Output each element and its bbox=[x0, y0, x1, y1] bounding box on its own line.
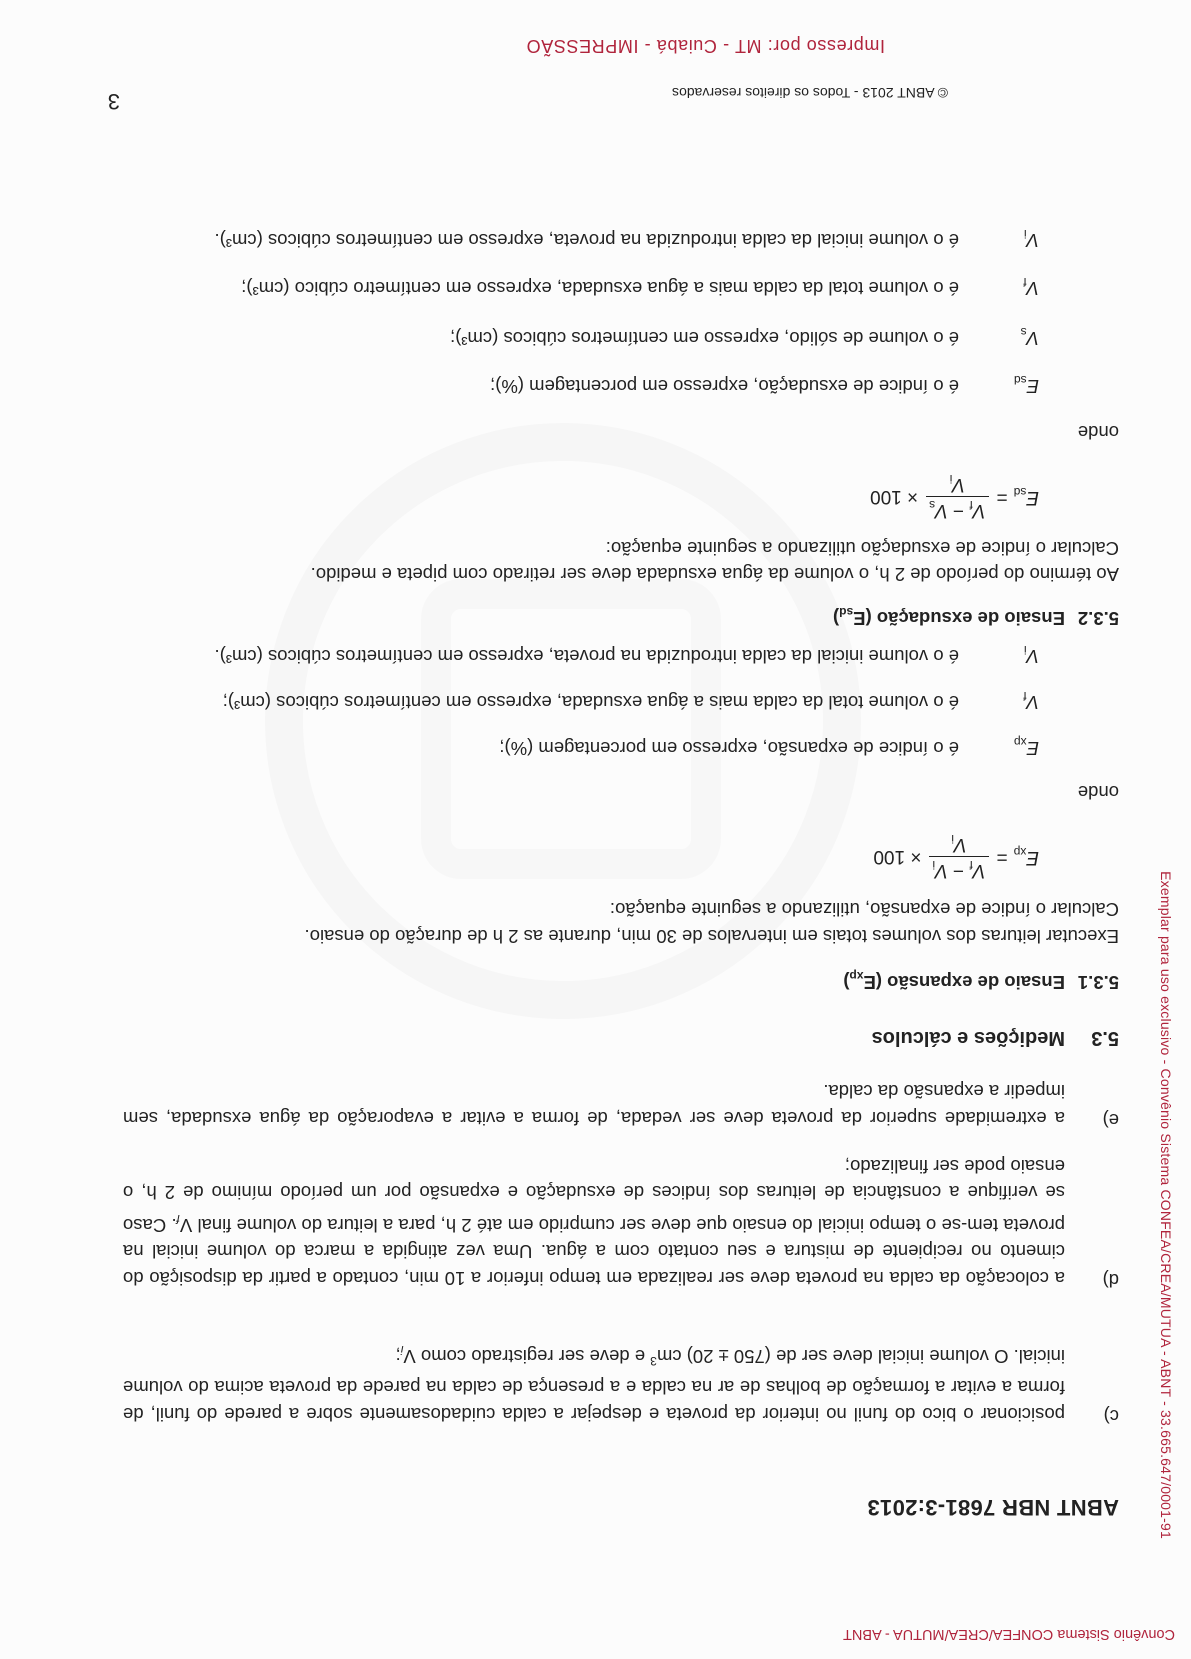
standard-id: ABNT NBR 7681-3:2013 bbox=[867, 1495, 1119, 1520]
list-item-d bbox=[123, 1153, 1119, 1292]
list-item-text: a extremidade superior da proveta deve ser vedada, de forma a evitar a evaporação da água exsudada, sem impedir a expansão da calda. bbox=[123, 1081, 1065, 1129]
definition-row: $E_{sd}$ é o índice de exsudação, expresso em porcentagem (%); bbox=[490, 373, 1039, 397]
list-item-text: posicionar o bico do funil no interior da proveta e despejar a calda cuidadosamente sobre a parede do funil, de forma a evitar a formação de bolhas de ar na calda e a presença de calda na parede da proveta acima do volume inicial. O volume inicial deve ser de (750 ± 20) $cm^3$ e deve ser registrado como $V_i$; bbox=[123, 1343, 1065, 1425]
paragraph: Executar leituras dos volumes totais em intervalos de 30 min, durante as 2 h de duração do ensaio. bbox=[304, 926, 1119, 947]
paragraph: Calcular o índice de expansão, utilizando a seguinte equação: bbox=[609, 899, 1119, 920]
list-item-label: c) bbox=[1103, 1406, 1119, 1427]
printed-by-notice: Impresso por: MT - Cuiabá - IMPRESSÃO bbox=[526, 36, 885, 56]
page-number: 3 bbox=[107, 89, 120, 114]
convenio-header: Convênio Sistema CONFEA/CREA/MUTUA - ABNT bbox=[843, 1626, 1175, 1642]
side-usage-notice: Exemplar para uso exclusivo - Convênio Sistema CONFEA/CREA/MUTUA - ABNT - 33.665.647/0001-91 bbox=[1158, 871, 1174, 1539]
definition-row: $V_f$ é o volume total da calda mais a água exsudada, expresso em centímetros cúbicos (cm³); bbox=[222, 689, 1039, 713]
section-heading-5-3-2: 5.3.2Ensaio de exsudação $(E_{sd})$ bbox=[833, 605, 1119, 629]
section-heading-5-3: 5.3Medições e cálculos bbox=[871, 1027, 1119, 1049]
definition-row: $V_s$ é o volume de sólido, expresso em centímetros cúbicos (cm³); bbox=[450, 325, 1039, 349]
list-item-c bbox=[123, 1337, 1119, 1428]
equation-exsudation: $E_{sd}$ = $V_f - V_s$ $V_i$ × 100 bbox=[870, 472, 1039, 521]
list-item-label: e) bbox=[1102, 1110, 1119, 1131]
onde-label: onde bbox=[1077, 422, 1119, 443]
list-item-e bbox=[123, 1078, 1119, 1131]
definition-row: $E_{xp}$ é o índice de expansão, expresso em porcentagem (%); bbox=[499, 735, 1039, 759]
abnt-watermark-mark bbox=[421, 579, 721, 879]
definition-row: $V_i$ é o volume inicial da calda introduzida na proveta, expresso em centímetros cúbicos (cm³). bbox=[214, 643, 1039, 667]
copyright-footer: © ABNT 2013 - Todos os direitos reservados bbox=[672, 85, 948, 101]
paragraph: Ao término do período de 2 h, o volume da água exsudada deve ser retirado com pipeta e medido. bbox=[310, 564, 1119, 585]
section-heading-5-3-1: 5.3.1Ensaio de expansão $(E_{xp})$ bbox=[843, 969, 1119, 993]
list-item-label: d) bbox=[1102, 1270, 1119, 1291]
onde-label: onde bbox=[1077, 782, 1119, 803]
equation-expansion: $E_{xp}$ = $V_f - V_i$ $V_i$ × 100 bbox=[873, 832, 1039, 881]
paragraph: Calcular o índice de exsudação utilizando a seguinte equação: bbox=[605, 538, 1119, 559]
definition-row: $V_i$ é o volume inicial da calda introduzida na proveta, expresso em centímetros cúbicos (cm³). bbox=[214, 227, 1039, 251]
definition-row: $V_f$ é o volume total da calda mais a água exsudada, expresso em centímetro cúbico (cm³); bbox=[241, 275, 1039, 299]
list-item-text: a colocação da calda na proveta deve ser realizada em tempo inferior a 10 min, contado a partir da disposição do cimento no recipiente de mistura e seu contato com a água. Uma vez atingida a marca do volume inicial na proveta tem-se o tempo inicial do ensaio que deve ser cumprido em até 2 h, para a leitura do volume final $V_f$. Caso se verifique a constância de leituras dos índices de exsudação e expansão por um período mínimo de 2 h, o ensaio pode ser finalizado; bbox=[123, 1156, 1065, 1289]
